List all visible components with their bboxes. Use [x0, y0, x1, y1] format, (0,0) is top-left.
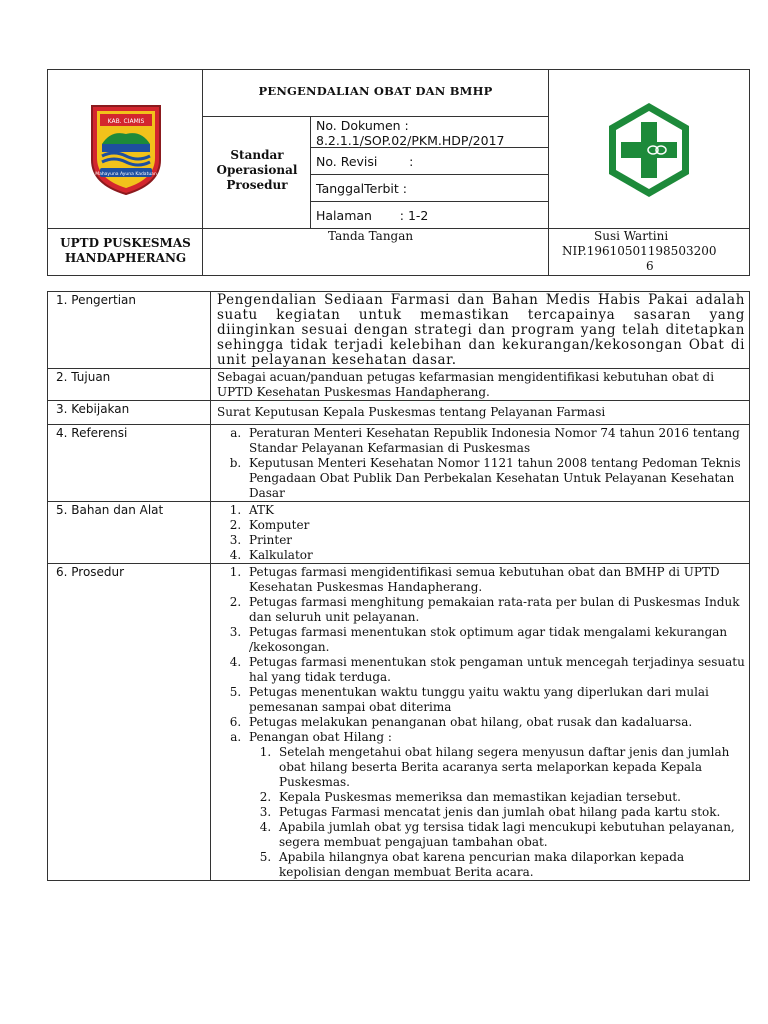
- list-item: 1. ATK: [245, 503, 745, 518]
- list-referensi: [211, 425, 750, 502]
- row-kebijakan: [48, 401, 750, 425]
- list-item: 5. Apabila hilangnya obat karena pencurian maka dilaporkan kepada kepolisian dengan membuat Berita acara.: [275, 850, 745, 880]
- svg-text:Mahayuna Ayuna Kadatuan: Mahayuna Ayuna Kadatuan: [95, 172, 157, 177]
- signer-nip: NIP.19610501198503200: [562, 244, 717, 258]
- no-dokumen-value: 8.2.1.1/SOP.02/PKM.HDP/2017: [316, 133, 505, 148]
- tanda-tangan-label: Tanda Tangan: [328, 229, 414, 243]
- label-bahan: 5. Bahan dan Alat: [48, 502, 211, 564]
- text-kebijakan: Surat Keputusan Kepala Puskesmas tentang Pelayanan Farmasi: [211, 401, 750, 425]
- no-dokumen-label: No. Dokumen :: [316, 118, 409, 133]
- text-pengertian: Pengendalian Sediaan Farmasi dan Bahan Medis Habis Pakai adalah suatu kegiatan untuk memastikan tercapainya sasaran yang diinginkan sesuai dengan strategi dan program yang telah ditetapkan sehingga tidak terjadi kelebihan dan kekurangan/kekosongan Obat di unit pelayanan kesehatan dasar.: [211, 292, 750, 369]
- halaman: Halaman : 1-2: [316, 208, 429, 223]
- row-pengertian: [48, 292, 750, 369]
- row-bahan: [48, 502, 750, 564]
- signer-nip-cont: 6: [646, 259, 654, 273]
- text-tujuan: Sebagai acuan/panduan petugas kefarmasian mengidentifikasi kebutuhan obat di UPTD Kesehatan Puskesmas Handapherang.: [211, 369, 750, 401]
- list-item: 2. Komputer: [245, 518, 745, 533]
- sop-content-table: [47, 291, 750, 881]
- list-item: b. Keputusan Menteri Kesehatan Nomor 1121 tahun 2008 tentang Pedoman Teknis Pengadaan Obat Publik Dan Perbekalan Kesehatan Untuk Pelayanan Kesehatan Dasar: [245, 456, 745, 501]
- label-tujuan: 2. Tujuan: [48, 369, 211, 401]
- label-referensi: 4. Referensi: [48, 425, 211, 502]
- row-tujuan: [48, 369, 750, 401]
- list-item: 1. Petugas farmasi mengidentifikasi semua kebutuhan obat dan BMHP di UPTD Kesehatan Puskesmas Handapherang.: [245, 565, 745, 595]
- list-bahan: [211, 502, 750, 564]
- signer-name: Susi Wartini: [594, 229, 669, 243]
- list-item: 4. Apabila jumlah obat yg tersisa tidak lagi mencukupi kebutuhan pelayanan, segera membuat pengajuan tambahan obat.: [275, 820, 745, 850]
- list-item: 2. Kepala Puskesmas memeriksa dan memastikan kejadian tersebut.: [275, 790, 745, 805]
- tanggal-terbit: TanggalTerbit :: [316, 181, 407, 196]
- label-pengertian: 1. Pengertian: [48, 292, 211, 369]
- list-item: 3. Printer: [245, 533, 745, 548]
- list-item: 3. Petugas farmasi menentukan stok optimum agar tidak mengalami kekurangan /kekosongan.: [245, 625, 745, 655]
- row-referensi: [48, 425, 750, 502]
- list-item: 4. Petugas farmasi menentukan stok pengaman untuk mencegah terjadinya sesuatu hal yang tidak terduga.: [245, 655, 745, 685]
- list-item: 4. Kalkulator: [245, 548, 745, 563]
- sop-label: Standar Operasional Prosedur: [216, 148, 298, 192]
- list-item: 5. Petugas menentukan waktu tunggu yaitu waktu yang diperlukan dari mulai pemesanan sampai obat diterima: [245, 685, 745, 715]
- list-item: 2. Petugas farmasi menghitung pemakaian rata-rata per bulan di Puskesmas Induk dan seluruh unit pelayanan.: [245, 595, 745, 625]
- list-item: 6. Petugas melakukan penanganan obat hilang, obat rusak dan kadaluarsa.: [245, 715, 745, 730]
- label-kebijakan: 3. Kebijakan: [48, 401, 211, 425]
- row-prosedur: [48, 564, 750, 881]
- no-revisi: No. Revisi :: [316, 154, 414, 169]
- list-item: 1. Setelah mengetahui obat hilang segera menyusun daftar jenis dan jumlah obat hilang beserta Berita acaranya serta melaporkan kepada Kepala Puskesmas.: [275, 745, 745, 790]
- list-prosedur: [211, 564, 750, 881]
- svg-text:KAB. CIAMIS: KAB. CIAMIS: [107, 118, 145, 125]
- document-title: PENGENDALIAN OBAT DAN BMHP: [258, 84, 493, 98]
- label-prosedur: 6. Prosedur: [48, 564, 211, 881]
- header-table: [47, 69, 750, 276]
- puskesmas-logo: [603, 100, 695, 200]
- kabupaten-ciamis-logo: [86, 100, 166, 198]
- list-item: a. Peraturan Menteri Kesehatan Republik Indonesia Nomor 74 tahun 2016 tentang Standar Pelayanan Kefarmasian di Puskesmas: [245, 426, 745, 456]
- sub-list-title: a. Penangan obat Hilang : 1. Setelah mengetahui obat hilang segera menyusun daftar jenis dan jumlah obat hilang beserta Berita acaranya serta melaporkan kepada Kepala Puskesmas. 2. Kepala Puskesmas memeriksa dan memastikan kejadian tersebut. 3. Petugas Farmasi mencatat jenis dan jumlah obat hilang pada kartu stok. 4. Apabila jumlah obat yg tersisa tidak lagi mencukupi kebutuhan pelayanan, segera membuat pengajuan tambahan obat. 5. Apabila hilangnya obat karena pencurian maka dilaporkan kepada kepolisian dengan membuat Berita acara.: [245, 730, 745, 880]
- list-item: 3. Petugas Farmasi mencatat jenis dan jumlah obat hilang pada kartu stok.: [275, 805, 745, 820]
- uptd-name: UPTD PUSKESMAS HANDAPHERANG: [60, 236, 191, 265]
